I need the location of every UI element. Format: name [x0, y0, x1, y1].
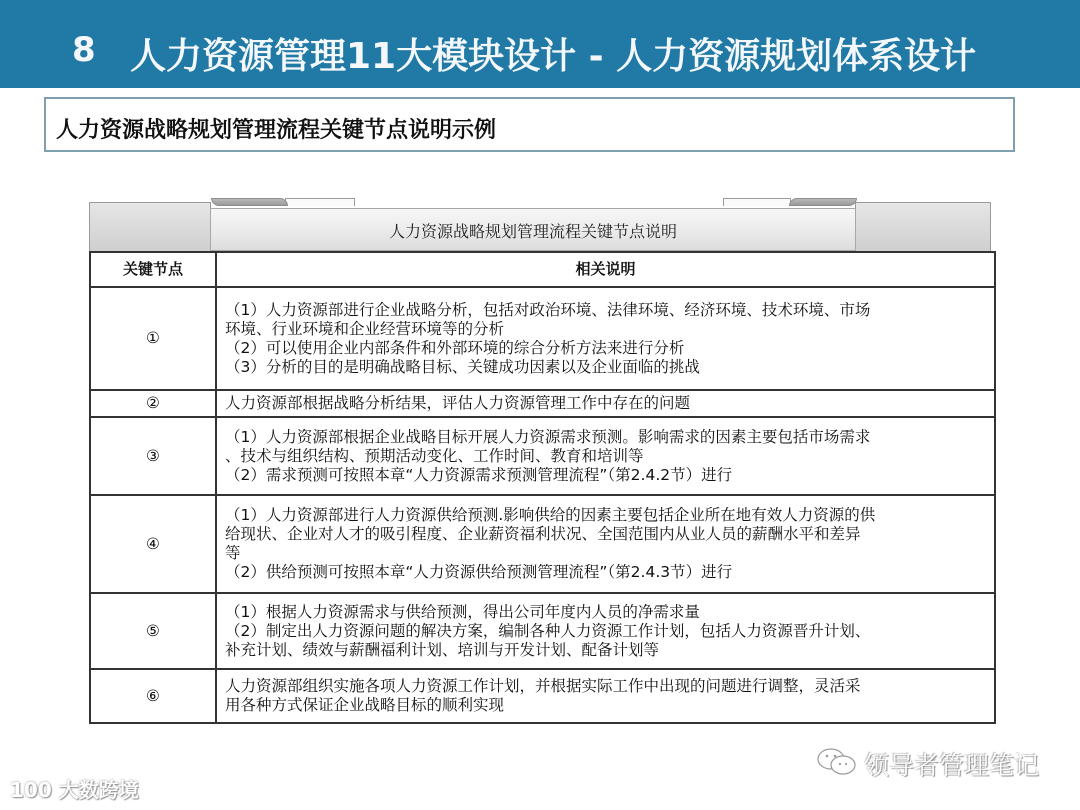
ribbon-right-end — [855, 202, 991, 252]
description-line: （1）人力资源部进行人力资源供给预测.影响供给的因素主要包括企业所在地有效人力资源的供 — [225, 506, 876, 524]
table-title-ribbon — [89, 196, 993, 252]
key-nodes-table — [89, 251, 996, 724]
node-description — [216, 417, 995, 495]
logo-100-icon: 100 — [10, 778, 52, 802]
description-line: （2）需求预测可按照本章“人力资源需求预测管理流程”（第2.4.2节）进行 — [225, 465, 733, 484]
node-number: ⑤ — [90, 593, 216, 669]
node-description — [216, 287, 995, 390]
description-line: 等 — [225, 544, 241, 562]
description-line: （3）分析的目的是明确战略目标、关键成功因素以及企业面临的挑战 — [225, 357, 700, 376]
description-line: （2）制定出人力资源问题的解决方案，编制各种人力资源工作计划，包括人力资源晋升计划、 — [225, 621, 871, 640]
description-line: （2）供给预测可按照本章“人力资源供给预测管理流程”（第2.4.3节）进行 — [225, 563, 733, 581]
description-line: 给现状、企业对人才的吸引程度、企业薪资福利状况、全国范围内从业人员的薪酬水平和差异 — [225, 525, 861, 543]
ribbon-left-fold — [211, 198, 288, 206]
subtitle-text: 人力资源战略规划管理流程关键节点说明示例 — [56, 118, 497, 143]
table-row — [90, 669, 995, 723]
node-description — [216, 593, 995, 669]
node-number: ⑥ — [90, 669, 216, 723]
description-line: 人力资源部组织实施各项人力资源工作计划，并根据实际工作中出现的问题进行调整，灵活采 — [225, 677, 861, 695]
watermark-right-text: 领导者管理笔记 — [864, 751, 1040, 780]
page-title: 人力资源管理11大模块设计 - 人力资源规划体系设计 — [130, 36, 977, 77]
ribbon-left-tab — [285, 198, 355, 206]
table-row — [90, 287, 995, 390]
ribbon-center — [210, 208, 856, 251]
ribbon-right-fold — [789, 198, 857, 206]
section-number: 8 — [72, 30, 96, 70]
wechat-icon — [815, 745, 859, 783]
node-number: ③ — [90, 417, 216, 495]
description-line: （1）人力资源部进行企业战略分析，包括对政治环境、法律环境、经济环境、技术环境、市场 — [225, 300, 871, 319]
description-line: 补充计划、绩效与薪酬福利计划、培训与开发计划、配备计划等 — [225, 640, 660, 659]
description-line: （1）根据人力资源需求与供给预测，得出公司年度内人员的净需求量 — [225, 602, 700, 621]
column-header-node: 关键节点 — [90, 252, 216, 287]
watermark-left — [10, 774, 139, 803]
header-bar — [0, 0, 1080, 88]
description-line: 人力资源部根据战略分析结果，评估人力资源管理工作中存在的问题 — [225, 394, 691, 412]
watermark-left-text: 大数跨境 — [58, 778, 139, 802]
watermark-right — [815, 745, 1039, 783]
node-description — [216, 390, 995, 417]
table-row — [90, 417, 995, 495]
ribbon-title: 人力资源战略规划管理流程关键节点说明 — [388, 222, 677, 241]
description-line: （2）可以使用企业内部条件和外部环境的综合分析方法来进行分析 — [225, 338, 685, 357]
table-row — [90, 495, 995, 593]
ribbon-right-tab — [723, 198, 791, 206]
ribbon-left-end — [89, 202, 211, 252]
node-number: ④ — [90, 495, 216, 593]
description-line: 环境、行业环境和企业经营环境等的分析 — [225, 319, 505, 338]
description-line: 用各种方式保证企业战略目标的顺利实现 — [225, 696, 505, 714]
description-line: （1）人力资源部根据企业战略目标开展人力资源需求预测。影响需求的因素主要包括市场需求 — [225, 427, 871, 446]
node-description — [216, 495, 995, 593]
node-number: ① — [90, 287, 216, 390]
description-line: 、技术与组织结构、预期活动变化、工作时间、教育和培训等 — [225, 446, 644, 465]
table-header-row — [90, 252, 995, 287]
node-description — [216, 669, 995, 723]
column-header-description: 相关说明 — [216, 252, 995, 287]
node-number: ② — [90, 390, 216, 417]
table-row — [90, 593, 995, 669]
subtitle-box — [44, 97, 1015, 152]
table-row — [90, 390, 995, 417]
